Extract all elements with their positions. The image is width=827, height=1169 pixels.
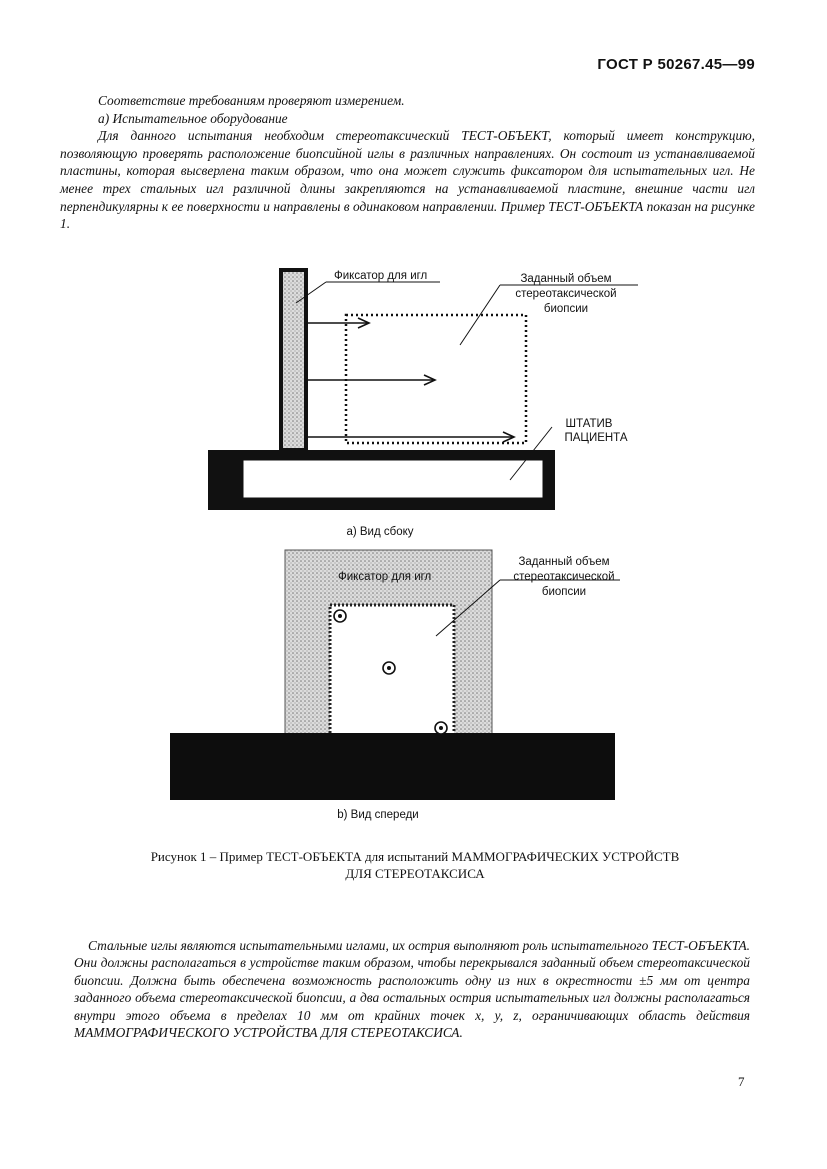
intro-line-1: Соответствие требованиям проверяют измерением. [98,93,405,108]
label-volume-a-1: Заданный объем [520,273,612,285]
needle-point-center [383,662,395,674]
plate-side [281,270,306,450]
needle-arrows [306,318,514,442]
caption-side-view: а) Вид сбоку [346,526,414,538]
label-stand-1: ШТАТИВ [565,418,613,430]
body-paragraph [74,937,750,1041]
standard-header: ГОСТ Р 50267.45—99 [597,56,755,73]
figure-caption-line-1: Рисунок 1 – Пример ТЕСТ-ОБЪЕКТА для испытаний МАММОГРАФИЧЕСКИХ УСТРОЙСТВ [150,849,680,864]
needle-point-top-left [334,610,346,622]
body-paragraph-text: Стальные иглы являются испытательными иглами, их острия выполняют роль испытательного ТЕСТ-ОБЪЕКТА. Они должны располагаться в устройстве таким образом, чтобы перекрывался заданный объем стереотаксической биопсии. Должна быть обеспечена возможность расположить одну из них в окрестности ±5 мм от центра заданного объема стереотаксической биопсии, а два остальных острия испытательных игл должны располагаться внутри этого объема в пределах 10 мм от крайних точек x, y, z, ограничивающих область действия МАММОГРАФИЧЕСКОГО УСТРОЙСТВА ДЛЯ СТЕРЕОТАКСИСА. [74,938,750,1041]
label-volume-b-1: Заданный объем [518,556,610,568]
caption-front-view: b) Вид спереди [337,809,419,821]
label-fixator-a: Фиксатор для игл [334,270,428,282]
label-volume-b-2: стереотаксической [513,571,615,583]
label-volume-b-3: биопсии [541,586,587,598]
page-number: 7 [738,1074,745,1089]
figure-caption-line-2: ДЛЯ СТЕРЕОТАКСИСА [345,866,485,881]
biopsy-volume-side [346,315,526,443]
label-volume-a-3: биопсии [543,303,589,315]
needle-point-bottom-right [435,722,447,734]
patient-stand-front [170,733,615,800]
label-volume-a-2: стереотаксической [515,288,617,300]
label-stand-2: ПАЦИЕНТА [564,432,628,444]
label-fixator-b: Фиксатор для игл [338,571,432,583]
intro-line-2: а) Испытательное оборудование [98,110,288,126]
patient-stand-inner [243,460,543,498]
intro-paragraph: Для данного испытания необходим стереотаксический ТЕСТ-ОБЪЕКТ, который имеет конструкцию, позволяющую проверять расположение биопсийной иглы в различных направлениях. Он состоит из устанавливаемой пластины, которая высверлена таким образом, что она может служить фиксатором для испытательных игл. Не менее трех стальных игл различной длины закрепляются на устанавливаемой пластине, внешние части игл перпендикулярны к ее поверхности и направлены в одинаковом направлении. Пример ТЕСТ-ОБЪЕКТА показан на рисунке 1. [60,128,755,232]
figure-caption [70,848,760,882]
